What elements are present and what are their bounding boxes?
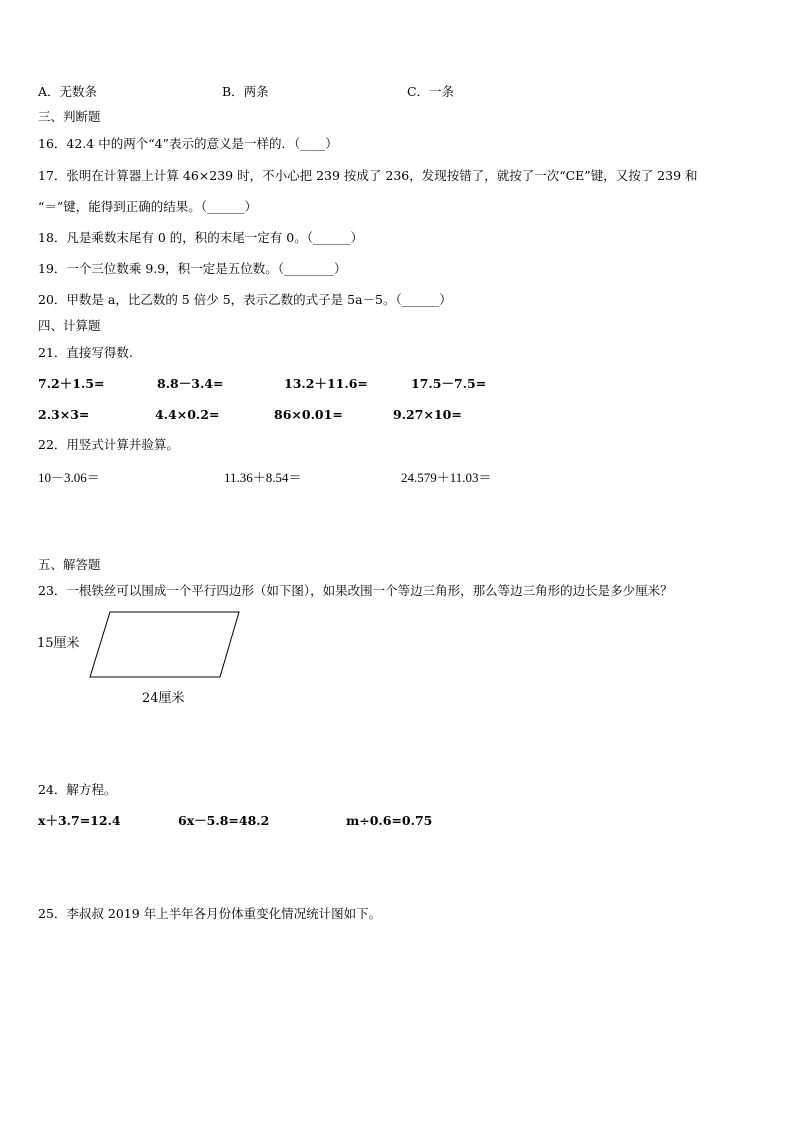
mental-calc-item: 13.2＋11.6= <box>284 376 368 391</box>
mental-calc-item: 4.4×0.2= <box>155 407 220 422</box>
vertical-calc-item: 24.579＋11.03＝ <box>401 470 492 485</box>
parallelogram-shape <box>90 612 239 677</box>
section-5-title: 五、解答题 <box>38 557 101 572</box>
parallelogram-figure <box>30 605 260 705</box>
base-length-label: 24厘米 <box>142 691 185 705</box>
option-c: C．一条 <box>407 84 455 99</box>
mental-calc-item: 7.2＋1.5= <box>38 376 105 391</box>
question-17-line-1: 17．张明在计算器上计算 46×239 时，不小心把 239 按成了 236，发现按错了，就按了一次“CE”键，又按了 239 和 <box>38 168 698 183</box>
equation-item: m÷0.6=0.75 <box>346 813 433 828</box>
vertical-calc-item: 10－3.06＝ <box>38 470 100 485</box>
question-24-title: 24．解方程。 <box>38 782 117 797</box>
question-20: 20．甲数是 a，比乙数的 5 倍少 5，表示乙数的式子是 5a－5。（______） <box>38 292 452 307</box>
question-22-title: 22．用竖式计算并验算。 <box>38 437 179 452</box>
section-3-title: 三、判断题 <box>38 109 101 124</box>
question-19: 19．一个三位数乘 9.9，积一定是五位数。（________） <box>38 261 347 276</box>
section-4-title: 四、计算题 <box>38 318 101 333</box>
question-25: 25．李叔叔 2019 年上半年各月份体重变化情况统计图如下。 <box>38 906 382 921</box>
option-b: B．两条 <box>222 84 269 99</box>
equation-item: 6x－5.8=48.2 <box>178 813 270 828</box>
side-length-label: 15厘米 <box>37 636 80 651</box>
mental-calc-item: 2.3×3= <box>38 407 90 422</box>
option-a: A．无数条 <box>38 84 98 99</box>
question-21-title: 21．直接写得数. <box>38 345 133 360</box>
mental-calc-item: 86×0.01= <box>274 407 343 422</box>
equation-item: x＋3.7=12.4 <box>38 813 121 828</box>
question-17-line-2: “＝”键，能得到正确的结果。（______） <box>38 199 258 214</box>
question-16: 16．42.4 中的两个“4”表示的意义是一样的．（____） <box>38 136 338 151</box>
mental-calc-item: 17.5－7.5= <box>411 376 487 391</box>
question-18: 18．凡是乘数末尾有 0 的，积的末尾一定有 0。（______） <box>38 230 363 245</box>
mental-calc-item: 9.27×10= <box>393 407 462 422</box>
vertical-calc-item: 11.36＋8.54＝ <box>224 470 302 485</box>
mental-calc-item: 8.8－3.4= <box>157 376 224 391</box>
question-23: 23．一根铁丝可以围成一个平行四边形（如下图），如果改围一个等边三角形，那么等边三角形的边长是多少厘米？ <box>38 583 673 598</box>
